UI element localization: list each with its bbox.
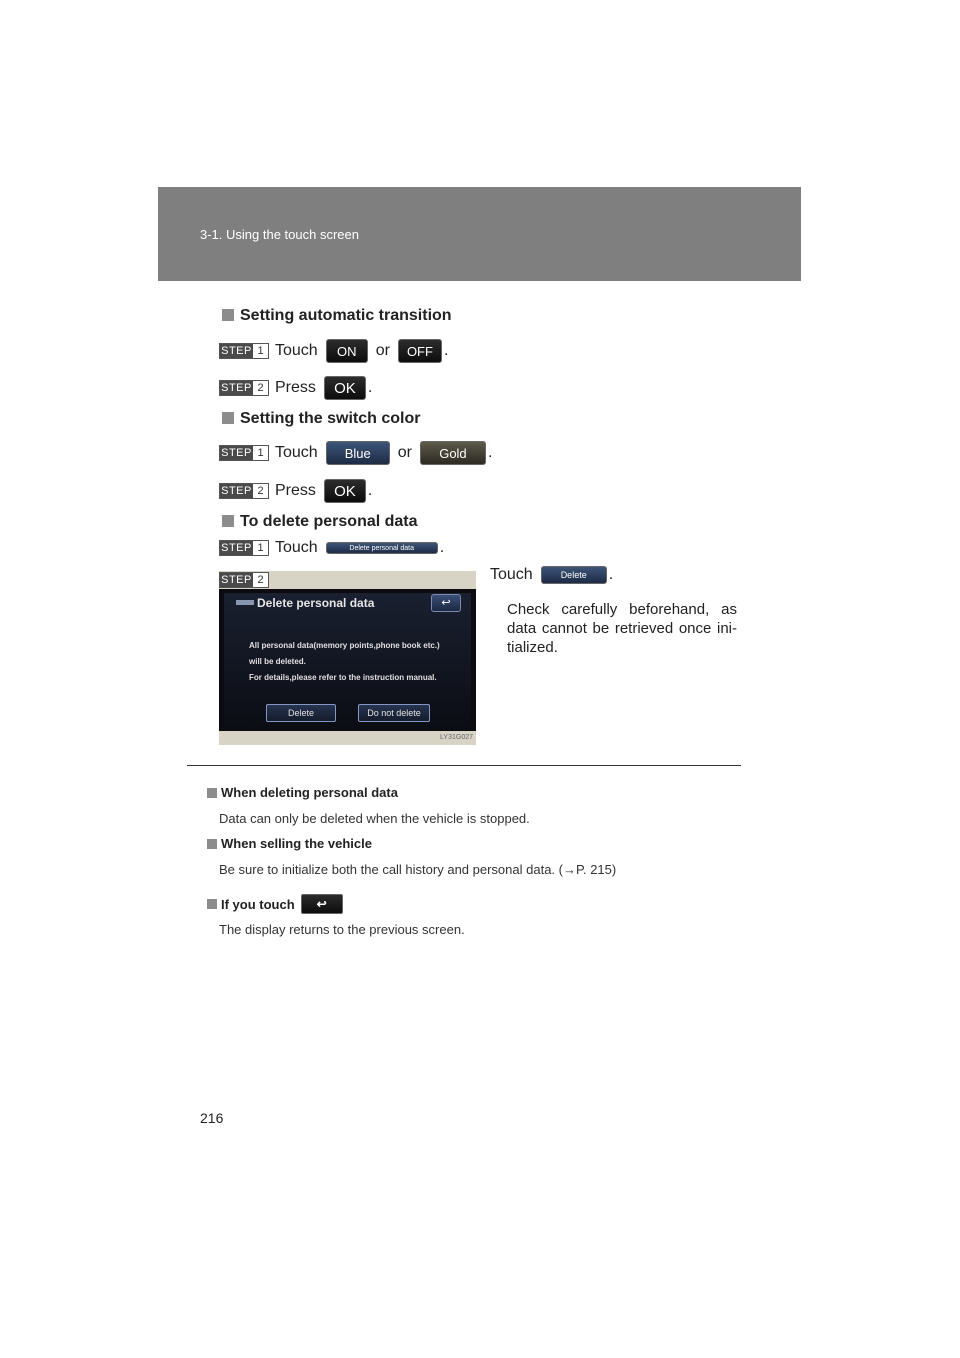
note-heading: When selling the vehicle [207,836,372,851]
step-row: STEP 1 Touch Delete personal data . [219,539,444,557]
gold-button[interactable]: Gold [420,441,486,465]
square-bullet-icon [222,412,234,424]
step-action: Touch [275,539,318,556]
screen-message: All personal data(memory points,phone book etc.) will be deleted. For details,please refer to the instruction manual. [249,641,440,682]
step-badge: STEP 1 [219,445,269,461]
note-heading: When deleting personal data [207,785,398,800]
note-heading: If you touch ↩ [207,894,343,914]
section-heading-delete-data: To delete personal data [222,513,418,531]
step-badge: STEP 2 [219,483,269,499]
screen-do-not-delete-button[interactable]: Do not delete [358,704,430,722]
blue-button[interactable]: Blue [326,441,390,465]
step-badge: STEP 1 [219,343,269,359]
screen-title: Delete personal data [257,596,375,610]
step-row: STEP 1 Touch ON or OFF . [219,339,448,363]
step-row: STEP 1 Touch Blue or Gold . [219,441,492,465]
note-body: Be sure to initialize both the call history and personal data. (→P. 215) [219,862,617,877]
on-button[interactable]: ON [326,339,368,363]
step-badge: STEP 1 [219,540,269,556]
menu-icon [236,600,254,605]
section-heading-switch-color: Setting the switch color [222,410,420,428]
step-row: STEP 2 Press OK . [219,479,372,503]
ok-button[interactable]: OK [324,376,366,400]
step-action: Press [275,379,316,396]
page-number: 216 [200,1110,224,1126]
section-heading-auto-transition: Setting automatic transition [222,307,452,325]
note-body: Data can only be deleted when the vehicle is stopped. [219,811,530,826]
image-code: LY31G027 [440,734,473,741]
ok-button[interactable]: OK [324,479,366,503]
step-sep: or [397,444,412,461]
square-bullet-icon [222,515,234,527]
square-bullet-icon [207,839,217,849]
screen-delete-button[interactable]: Delete [266,704,336,722]
step-row: Touch Delete . [490,566,614,583]
step-action: Press [275,482,316,499]
back-arrow-icon[interactable]: ↩ [431,594,461,612]
note-body: The display returns to the previous screen. [219,922,465,937]
divider [187,765,741,766]
square-bullet-icon [207,788,217,798]
square-bullet-icon [207,899,217,909]
step-sep: or [375,342,390,359]
square-bullet-icon [222,309,234,321]
step-badge: STEP 2 [219,380,269,396]
off-button[interactable]: OFF [398,339,442,363]
section-title: 3-1. Using the touch screen [200,227,359,242]
step-action: Touch [275,342,318,359]
step-action: Touch [490,566,533,583]
header-bar [158,187,801,281]
delete-personal-data-button[interactable]: Delete personal data [326,542,438,554]
step-badge: STEP 2 [219,572,269,588]
delete-screen-image [219,571,476,745]
step-row: STEP 2 Press OK . [219,376,372,400]
step2-description: Check carefully beforehand, as data cannot be retrieved once ini-tialized. [507,601,737,656]
delete-button[interactable]: Delete [541,566,607,584]
back-button-icon[interactable]: ↩ [301,894,343,914]
step-action: Touch [275,444,318,461]
